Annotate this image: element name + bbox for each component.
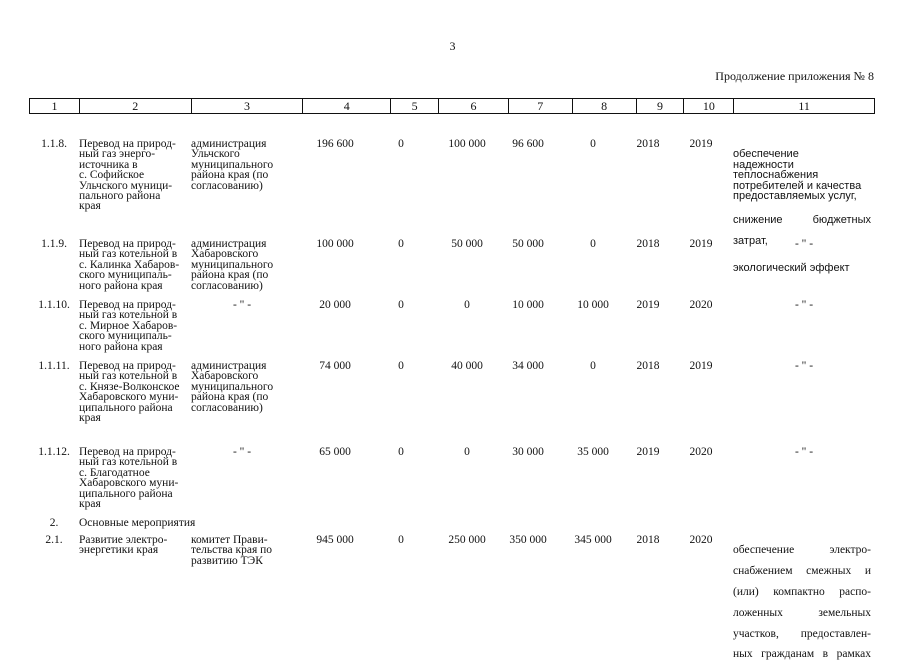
row-name: Перевод на природ- ный газ котельной в с. Благодатное Хабаровского муни- ципального района края bbox=[79, 446, 179, 511]
row-end-year: 2019 bbox=[689, 360, 713, 372]
row-value-6: 50 000 bbox=[451, 238, 483, 250]
row-value-5: 0 bbox=[398, 534, 404, 546]
row-value-6: 250 000 bbox=[448, 534, 486, 546]
row-name: Перевод на природ- ный газ котельной в с. Калинка Хабаров- ского муниципаль- ного района края bbox=[79, 238, 180, 292]
row-executor: администрация Ульчского муниципального района края (по согласованию) bbox=[191, 138, 274, 192]
row-value-5: 0 bbox=[398, 446, 404, 458]
row-executor: администрация Хабаровского муниципального района края (по согласованию) bbox=[191, 238, 274, 292]
row-value-5: 0 bbox=[398, 299, 404, 311]
header-cell: 2 bbox=[80, 99, 192, 113]
row-total: 20 000 bbox=[319, 299, 351, 311]
row-end-year: 2019 bbox=[689, 138, 713, 150]
row-total: 945 000 bbox=[316, 534, 354, 546]
table-header bbox=[29, 98, 875, 114]
row-value-6: 40 000 bbox=[451, 360, 483, 372]
row-start-year: 2018 bbox=[636, 534, 660, 546]
row-result: - " - bbox=[794, 446, 814, 458]
row-end-year: 2020 bbox=[689, 446, 713, 458]
row-value-6: 0 bbox=[464, 299, 470, 311]
row-end-year: 2020 bbox=[689, 299, 713, 311]
row-number: 1.1.9. bbox=[41, 238, 67, 250]
continuation-label: Продолжение приложения № 8 bbox=[715, 69, 874, 83]
row-start-year: 2018 bbox=[636, 138, 660, 150]
row-total: 100 000 bbox=[316, 238, 354, 250]
row-end-year: 2020 bbox=[689, 534, 713, 546]
result-line: затрат, bbox=[733, 234, 768, 247]
header-cell: 9 bbox=[637, 99, 685, 113]
row-start-year: 2019 bbox=[636, 446, 660, 458]
row-value-6: 100 000 bbox=[448, 138, 486, 150]
row-value-6: 0 bbox=[464, 446, 470, 458]
row-executor: - " - bbox=[232, 299, 252, 311]
row-total: 196 600 bbox=[316, 138, 354, 150]
row-value-7: 350 000 bbox=[509, 534, 547, 546]
row-value-7: 34 000 bbox=[512, 360, 544, 372]
header-cell: 4 bbox=[303, 99, 391, 113]
header-cell: 3 bbox=[192, 99, 304, 113]
result-line: снижение бюджетных bbox=[733, 213, 871, 226]
row-number: 1.1.12. bbox=[38, 446, 70, 458]
row-result: - " - bbox=[794, 299, 814, 311]
row-value-8: 345 000 bbox=[574, 534, 612, 546]
section-number: 2. bbox=[49, 517, 59, 529]
section-title: Основные мероприятия bbox=[79, 517, 196, 529]
row-value-5: 0 bbox=[398, 238, 404, 250]
header-cell: 8 bbox=[573, 99, 637, 113]
row-value-8: 0 bbox=[590, 138, 596, 150]
row-number: 1.1.8. bbox=[41, 138, 67, 150]
row-executor: комитет Прави- тельства края по развитию ТЭК bbox=[191, 534, 273, 567]
row-number: 1.1.10. bbox=[38, 299, 70, 311]
page-number: 3 bbox=[449, 39, 456, 53]
header-cell: 11 bbox=[798, 99, 810, 113]
row-name: Развитие электро- энергетики края bbox=[79, 534, 168, 557]
row-start-year: 2019 bbox=[636, 299, 660, 311]
row-value-7: 96 600 bbox=[512, 138, 544, 150]
row-name: Перевод на природ- ный газ энерго- источника в с. Софийское Ульчского муници- пального района края bbox=[79, 138, 176, 213]
row-executor: - " - bbox=[232, 446, 252, 458]
header-cell: 10 bbox=[684, 99, 734, 113]
row-value-8: 10 000 bbox=[577, 299, 609, 311]
row-name: Перевод на природ- ный газ котельной в с. Мирное Хабаров- ского муниципаль- ного района края bbox=[79, 299, 178, 353]
row-value-7: 10 000 bbox=[512, 299, 544, 311]
result-line: обеспечение электро- bbox=[733, 544, 871, 557]
result-line: ных гражданам в рамках bbox=[733, 648, 871, 661]
row-executor: администрация Хабаровского муниципального района края (по согласованию) bbox=[191, 360, 274, 414]
header-cell: 1 bbox=[30, 99, 80, 113]
row-name: Перевод на природ- ный газ котельной в с. Князе-Волконское Хабаровского муни- ципального района края bbox=[79, 360, 180, 425]
row-total: 65 000 bbox=[319, 446, 351, 458]
row-result bbox=[733, 139, 871, 284]
result-line: (или) компактно распо- bbox=[733, 586, 871, 599]
row-total: 74 000 bbox=[319, 360, 351, 372]
row-end-year: 2019 bbox=[689, 238, 713, 250]
header-cell: 7 bbox=[509, 99, 573, 113]
row-value-8: 0 bbox=[590, 360, 596, 372]
row-value-8: 35 000 bbox=[577, 446, 609, 458]
row-value-7: 50 000 bbox=[512, 238, 544, 250]
row-value-5: 0 bbox=[398, 360, 404, 372]
result-line: обеспечение надежности теплоснабжения потребителей и качества предоставляемых услуг, bbox=[733, 148, 862, 203]
row-result: - " - bbox=[794, 360, 814, 372]
result-line: участков, предоставлен- bbox=[733, 627, 871, 640]
row-result: - " - bbox=[794, 238, 814, 250]
row-start-year: 2018 bbox=[636, 360, 660, 372]
result-line: снабжением смежных и bbox=[733, 565, 871, 578]
row-value-8: 0 bbox=[590, 238, 596, 250]
result-line: ложенных земельных bbox=[733, 606, 871, 619]
result-line: экологический эффект bbox=[733, 262, 850, 275]
row-start-year: 2018 bbox=[636, 238, 660, 250]
row-number: 1.1.11. bbox=[38, 360, 70, 372]
row-number: 2.1. bbox=[45, 534, 63, 546]
row-value-5: 0 bbox=[398, 138, 404, 150]
row-result bbox=[733, 535, 871, 670]
header-cell: 5 bbox=[391, 99, 439, 113]
header-cell: 6 bbox=[439, 99, 509, 113]
row-value-7: 30 000 bbox=[512, 446, 544, 458]
